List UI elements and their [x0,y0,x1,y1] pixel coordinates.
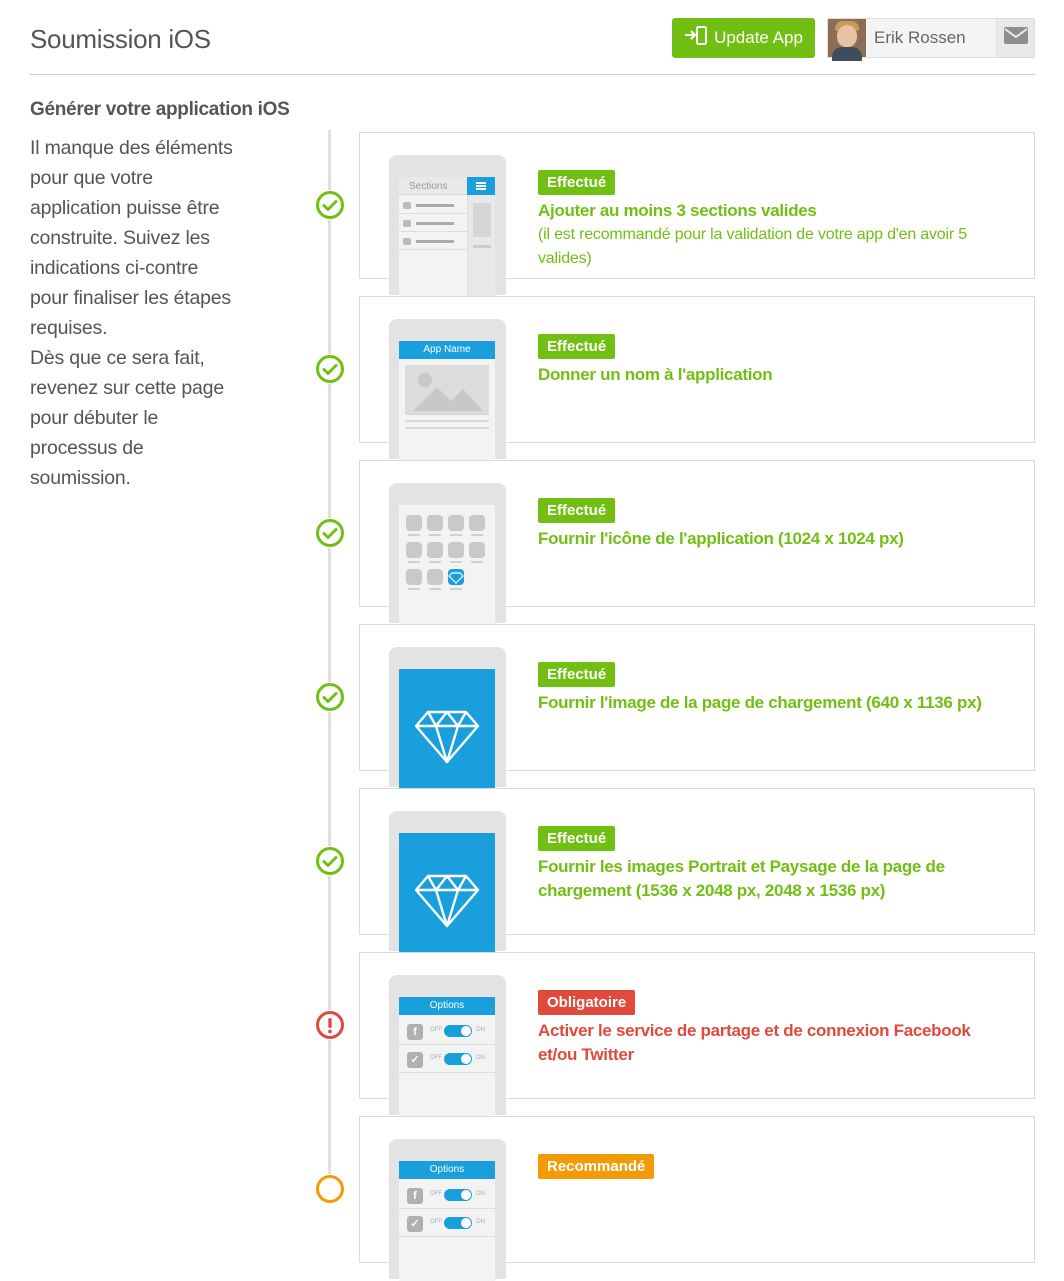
step-title: Donner un nom à l'application [538,365,773,384]
step-title: Ajouter au moins 3 sections valides [538,201,817,220]
status-badge: Effectué [538,826,615,851]
mock-options-label: Options [399,1161,495,1179]
check-circle-icon [315,354,345,384]
step-title: Activer le service de partage et de connexion Facebook et/ou Twitter [538,1021,971,1064]
user-menu[interactable] [827,18,1035,58]
page-title: Soumission iOS [30,24,211,54]
intro-text: Il manque des éléments pour que votre application puisse être construite. Suivez les indications ci-contre pour finaliser les étapes requises. Dès que ce sera fait, revenez sur cette page pour débuter le processus de soumission. [30,137,233,489]
update-app-label: Update App [714,28,803,47]
phone-mockup [389,811,506,951]
status-badge: Recommandé [538,1154,654,1179]
step-card[interactable] [359,624,1035,771]
phone-mockup [389,483,506,623]
update-app-button[interactable] [672,18,815,58]
phone-mockup [389,319,506,459]
phone-mockup: Options f OFF ON ✓ OFF ON [389,975,506,1115]
page-header [30,0,1035,75]
login-arrow-icon [684,26,708,51]
mock-options-label: Options [399,997,495,1015]
check-circle-icon [315,518,345,548]
status-badge: Effectué [538,498,615,523]
mail-button[interactable] [996,19,1034,57]
step-subtitle: (il est recommandé pour la validation de votre app d'en avoir 5 valides) [538,226,967,267]
step-title: Fournir l'icône de l'application (1024 x 1024 px) [538,529,904,548]
status-badge: Effectué [538,662,615,687]
exclamation-circle-icon [315,1010,345,1040]
status-circle-icon [315,1174,345,1204]
phone-mockup [389,155,506,295]
user-name: Erik Rossen [874,28,966,47]
step-card[interactable] [359,460,1035,607]
check-circle-icon [315,190,345,220]
phone-mockup [389,647,506,787]
check-circle-icon [315,846,345,876]
step-title: Fournir l'image de la page de chargement (640 x 1136 px) [538,693,982,712]
step-card[interactable] [359,296,1035,443]
mock-sections-label: Sections [399,177,467,195]
avatar [828,19,866,57]
step-card[interactable] [359,1116,1035,1263]
envelope-icon [1004,27,1028,49]
status-badge: Obligatoire [538,990,635,1015]
step-card[interactable] [359,788,1035,935]
section-title: Générer votre application iOS [30,99,290,120]
phone-mockup: Options f OFF ON ✓ OFF ON [389,1139,506,1279]
step-title: Fournir les images Portrait et Paysage de la page de chargement (1536 x 2048 px, 2048 x 1536 px) [538,857,945,900]
mock-appname-label: App Name [399,341,495,359]
check-circle-icon [315,682,345,712]
status-badge: Effectué [538,334,615,359]
step-card[interactable] [359,952,1035,1099]
status-badge: Effectué [538,170,615,195]
step-card[interactable] [359,132,1035,279]
